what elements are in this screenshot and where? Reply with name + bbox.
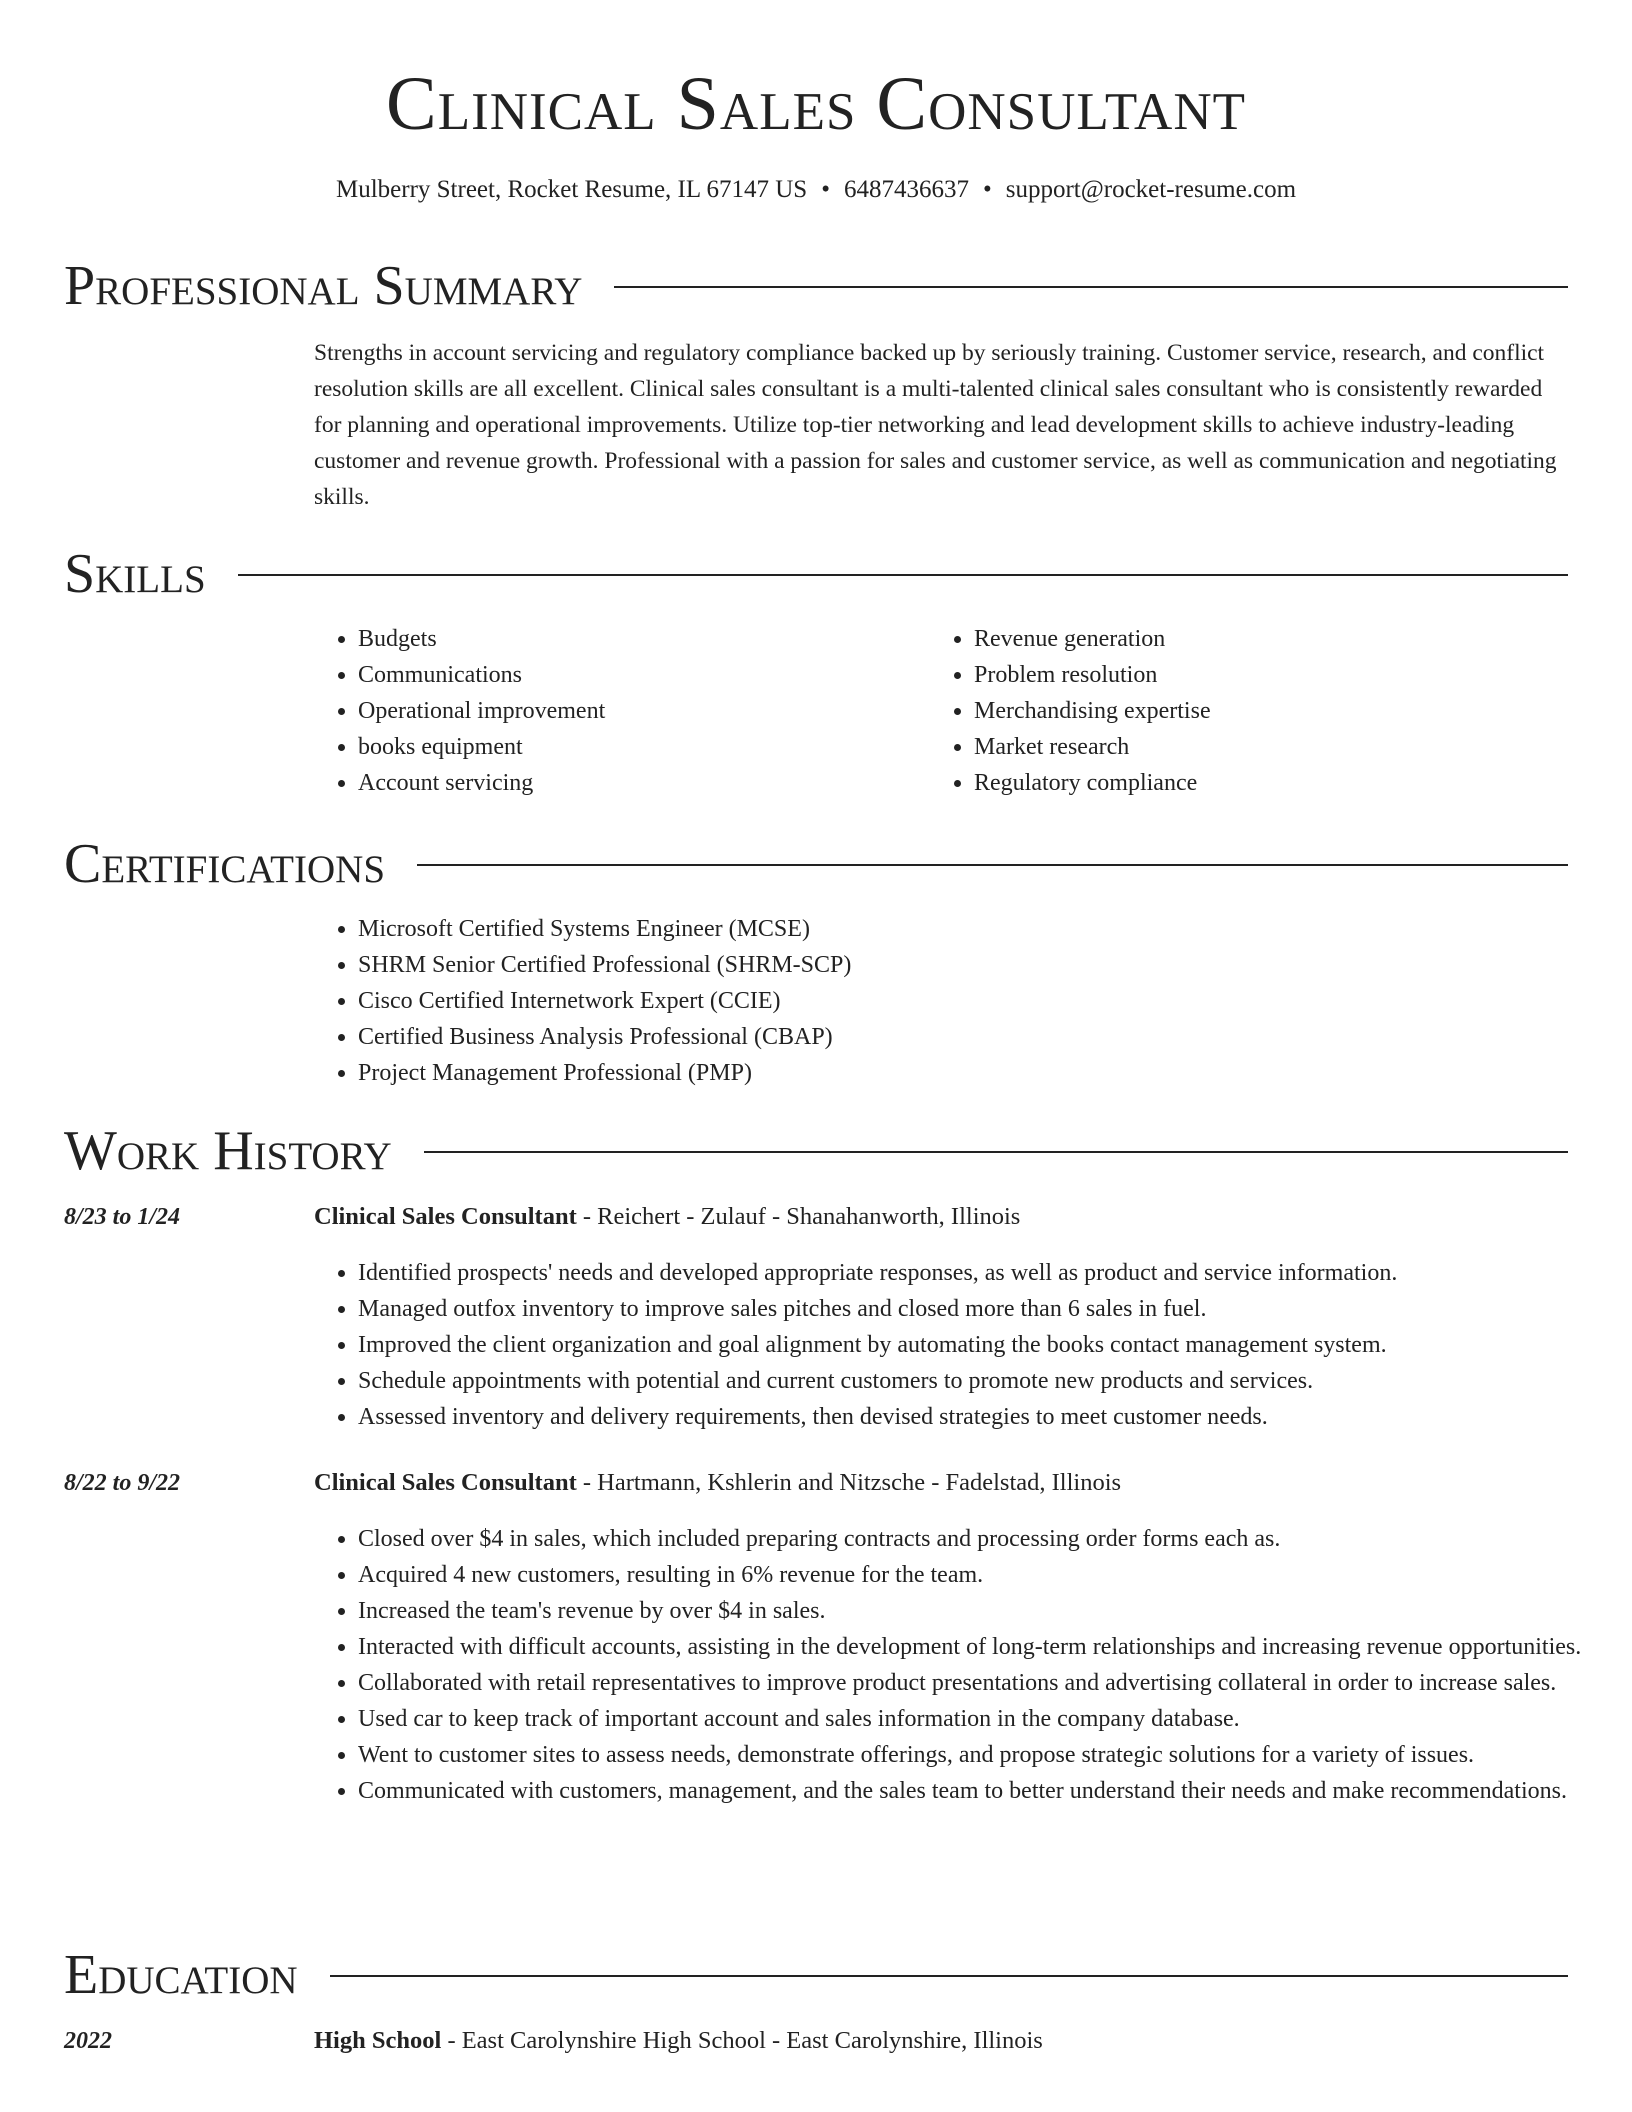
job-employer: - Reichert - Zulauf - Shanahanworth, Illinois (576, 1203, 1021, 1230)
job-role: Clinical Sales Consultant (314, 1203, 577, 1230)
job-employer: - Hartmann, Kshlerin and Nitzsche - Fadelstad, Illinois (576, 1469, 1122, 1496)
certification-item: • SHRM Senior Certified Professional (SHRM-SCP) (358, 947, 1614, 983)
contact-address: Mulberry Street, Rocket Resume, IL 67147 US (335, 176, 808, 203)
section-divider (424, 1151, 1568, 1153)
contact-separator: • (821, 176, 830, 203)
skill-item: • books equipment (358, 729, 958, 765)
certification-item: • Cisco Certified Internetwork Expert (CCIE) (358, 983, 1614, 1019)
skill-item: • Account servicing (358, 765, 958, 801)
skills-section-header (64, 544, 1568, 604)
job-heading (314, 1200, 1020, 1234)
job-bullet: • Identified prospects' needs and developed appropriate responses, as well as product and service information. (358, 1255, 1614, 1291)
job-bullet: • Improved the client organization and goal alignment by automating the books contact management system. (358, 1327, 1614, 1363)
job-role: Clinical Sales Consultant (314, 1469, 577, 1496)
skills-list-left (314, 621, 958, 801)
skill-item: • Merchandising expertise (974, 693, 1574, 729)
skill-item: • Operational improvement (358, 693, 958, 729)
work-history-section-header (64, 1121, 1568, 1181)
work-history-heading: Work History (64, 1120, 392, 1182)
contact-line (0, 173, 1632, 207)
contact-separator: • (982, 176, 992, 203)
skill-item: • Market research (974, 729, 1574, 765)
job-bullet: • Schedule appointments with potential and current customers to promote new products and services. (358, 1363, 1614, 1399)
job-dates: 8/22 to 9/22 (64, 1470, 181, 1496)
job-bullet: • Acquired 4 new customers, resulting in 6% revenue for the team. (358, 1557, 1614, 1593)
education-section-header (64, 1945, 1568, 2005)
section-divider (417, 864, 1568, 866)
education-heading-line (314, 2024, 1043, 2058)
contact-phone: 6487436637 (843, 176, 969, 203)
job-bullet: • Communicated with customers, management, and the sales team to better understand their needs and make recommendations. (358, 1773, 1614, 1809)
skill-item: • Budgets (358, 621, 958, 657)
skill-item: • Revenue generation (974, 621, 1574, 657)
job-bullets (314, 1255, 1614, 1435)
skill-item: • Communications (358, 657, 958, 693)
education-school: - East Carolynshire High School - East Carolynshire, Illinois (441, 2027, 1043, 2054)
skill-item: • Problem resolution (974, 657, 1574, 693)
job-bullet: • Collaborated with retail representatives to improve product presentations and advertising collateral in order to increase sales. (358, 1665, 1614, 1701)
job-bullet: • Increased the team's revenue by over $4 in sales. (358, 1593, 1614, 1629)
certification-item: • Certified Business Analysis Professional (CBAP) (358, 1019, 1614, 1055)
certifications-section-header (64, 834, 1568, 894)
summary-heading: Professional Summary (64, 255, 583, 317)
section-divider (330, 1975, 1568, 1977)
job-bullet: • Managed outfox inventory to improve sales pitches and closed more than 6 sales in fuel. (358, 1291, 1614, 1327)
job-heading (314, 1466, 1121, 1500)
contact-email: support@rocket-resume.com (1005, 176, 1297, 203)
job-bullet: • Went to customer sites to assess needs, demonstrate offerings, and propose strategic solutions for a variety of issues. (358, 1737, 1614, 1773)
education-heading: Education (64, 1944, 298, 2006)
certifications-heading: Certifications (64, 833, 386, 895)
skills-heading: Skills (64, 543, 206, 605)
job-bullets (314, 1521, 1614, 1809)
education-year: 2022 (64, 2028, 112, 2054)
certification-item: • Microsoft Certified Systems Engineer (MCSE) (358, 911, 1614, 947)
certification-item: • Project Management Professional (PMP) (358, 1055, 1614, 1091)
section-divider (614, 286, 1568, 288)
job-dates: 8/23 to 1/24 (64, 1204, 181, 1230)
candidate-name: Clinical Sales Consultant (386, 62, 1246, 146)
skill-item: • Regulatory compliance (974, 765, 1574, 801)
job-bullet: • Interacted with difficult accounts, assisting in the development of long-term relationships and increasing revenue opportunities. (358, 1629, 1614, 1665)
summary-text: Strengths in account servicing and regulatory compliance backed up by seriously training. Customer service, research, and conflict resolution skills are all excellent. Clinical sales consultant is a multi-talented clinical sales consultant who is consistently rewarded for planning and operational improvements. Utilize top-tier networking and lead development skills to achieve industry-leading customer and revenue growth. Professional with a passion for sales and customer service, as well as communication and negotiating skills. (314, 340, 1557, 510)
section-divider (238, 574, 1568, 576)
job-bullet: • Used car to keep track of important account and sales information in the company database. (358, 1701, 1614, 1737)
summary-section-header (64, 256, 1568, 316)
education-degree: High School (314, 2027, 442, 2054)
certifications-list (314, 911, 1614, 1091)
skills-list-right (930, 621, 1574, 801)
job-bullet: • Closed over $4 in sales, which included preparing contracts and processing order forms each as. (358, 1521, 1614, 1557)
job-bullet: • Assessed inventory and delivery requirements, then devised strategies to meet customer needs. (358, 1399, 1614, 1435)
